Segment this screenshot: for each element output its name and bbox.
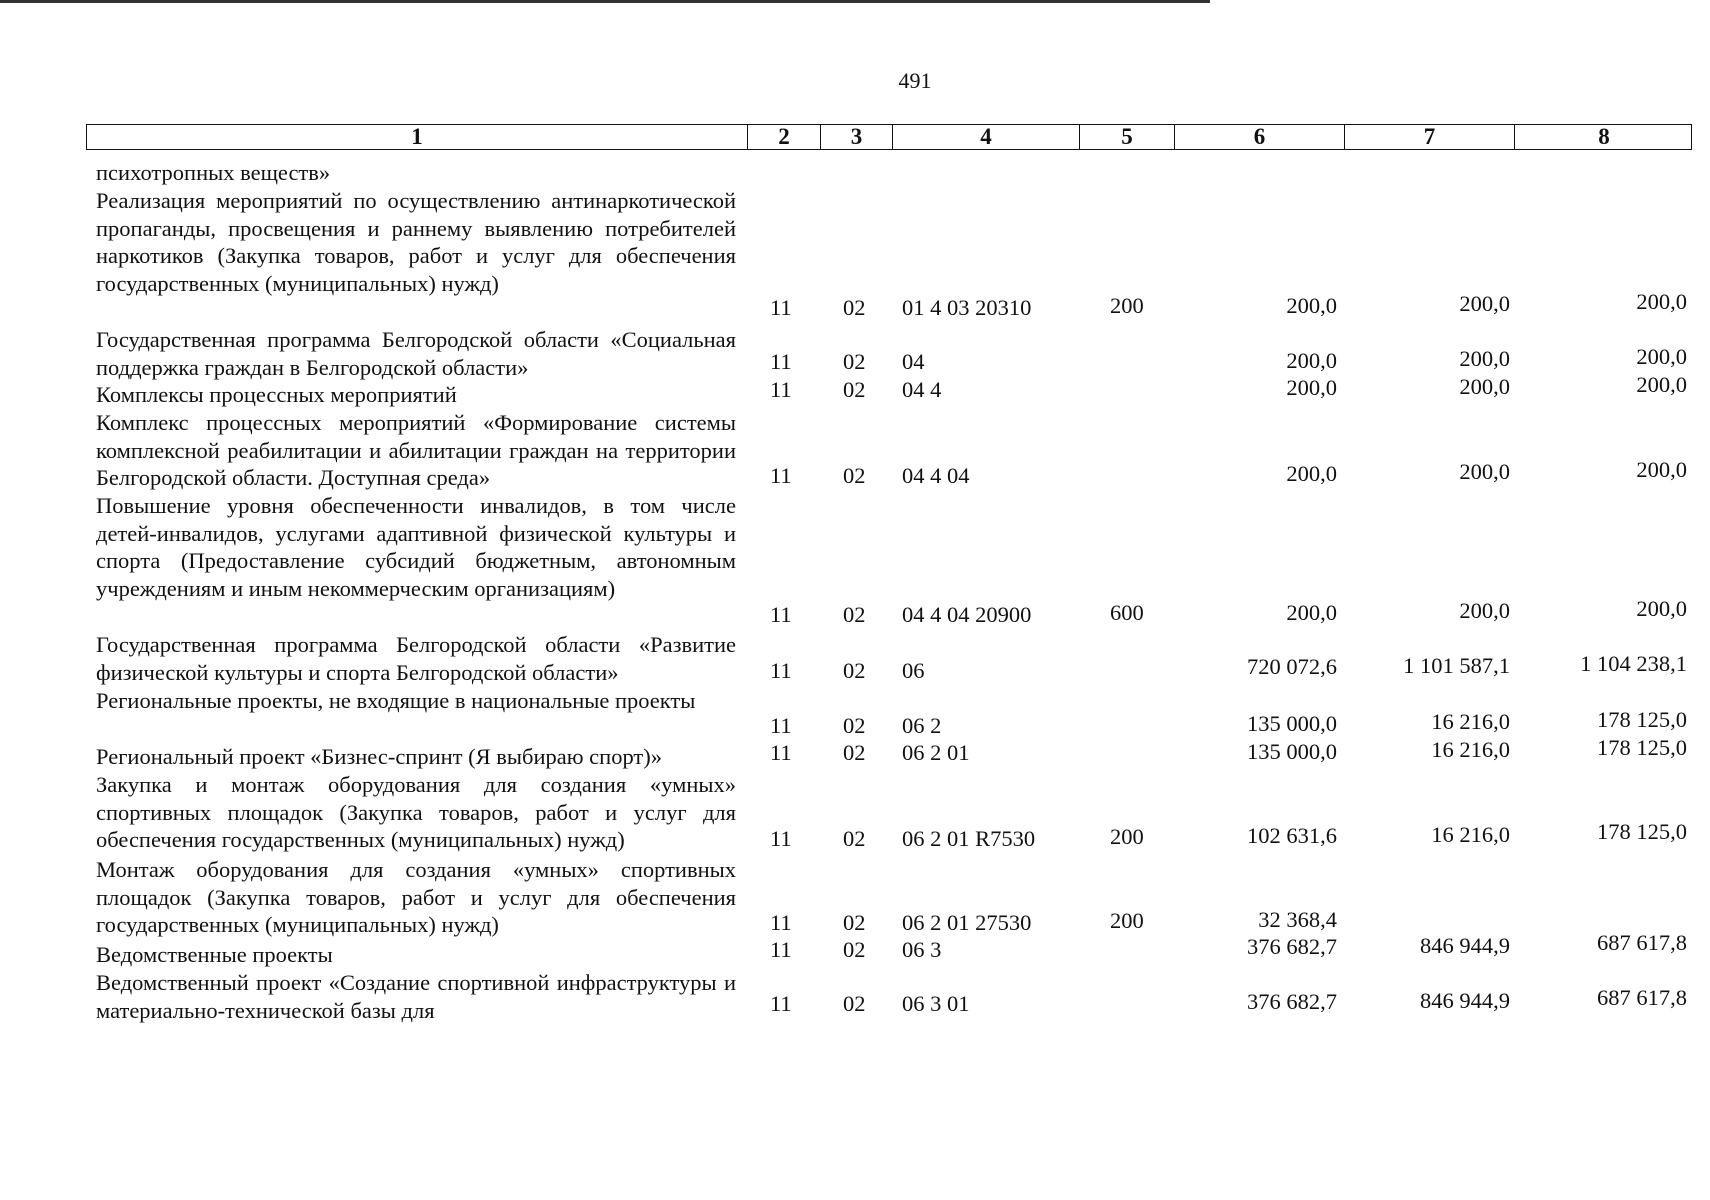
row-9-col-2: 11 [770, 826, 792, 851]
row-6-col-2: 11 [770, 658, 792, 683]
row-10-col-2: 11 [770, 910, 792, 935]
row-10-col-3: 02 [843, 910, 866, 935]
row-10-col-5: 200 [1110, 908, 1144, 933]
row-12-col-4: 06 3 01 [902, 991, 970, 1016]
row-6-col-7: 1 101 587,1 [1403, 653, 1510, 678]
row-7-col-6: 135 000,0 [1247, 711, 1337, 736]
row-11-col-6: 376 682,7 [1247, 934, 1337, 959]
row-2-col-8: 200,0 [1636, 344, 1687, 369]
row-8-col-7: 16 216,0 [1431, 737, 1510, 762]
row-8-col-2: 11 [770, 740, 792, 765]
row-7-col-4: 06 2 [902, 713, 942, 738]
row-10-col-6: 32 368,4 [1258, 907, 1337, 932]
row-8-col-8: 178 125,0 [1597, 735, 1687, 760]
row-5-col-6: 200,0 [1286, 600, 1337, 625]
row-1-col-3: 02 [843, 295, 866, 320]
row-7-name: Региональные проекты, не входящие в национальные проекты [96, 688, 696, 713]
header-col-3: 3 [820, 125, 892, 149]
row-12-col-2: 11 [770, 991, 792, 1016]
row-7-col-8: 178 125,0 [1597, 707, 1687, 732]
row-7-col-3: 02 [843, 713, 866, 738]
row-10-col-4: 06 2 01 27530 [902, 910, 1032, 935]
row-5-col-3: 02 [843, 602, 866, 627]
row-2-col-2: 11 [770, 349, 792, 374]
row-2-col-3: 02 [843, 349, 866, 374]
row-12-col-7: 846 944,9 [1420, 988, 1510, 1013]
row-6-col-8: 1 104 238,1 [1580, 651, 1687, 676]
row-1-col-8: 200,0 [1636, 289, 1687, 314]
row-8-col-6: 135 000,0 [1247, 739, 1337, 764]
row-6-name: Государственная программа Белгородской области «Развитие физической культуры и спорта Белгородской области» [96, 632, 736, 685]
row-6-col-3: 02 [843, 658, 866, 683]
row-5-col-7: 200,0 [1459, 598, 1510, 623]
row-3-col-7: 200,0 [1459, 374, 1510, 399]
row-3-col-2: 11 [770, 377, 792, 402]
row-6-col-4: 06 [902, 658, 925, 683]
row-7-col-7: 16 216,0 [1431, 709, 1510, 734]
row-2-col-6: 200,0 [1286, 348, 1337, 373]
row-2-col-4: 04 [902, 349, 925, 374]
row-11-col-3: 02 [843, 937, 866, 962]
row-6-col-6: 720 072,6 [1247, 654, 1337, 679]
row-8-name: Региональный проект «Бизнес-спринт (Я выбираю спорт)» [96, 744, 662, 769]
row-3-col-3: 02 [843, 377, 866, 402]
row-7-col-2: 11 [770, 713, 792, 738]
header-col-4: 4 [892, 125, 1079, 149]
row-9-col-5: 200 [1110, 824, 1144, 849]
row-9-name: Закупка и монтаж оборудования для создания «умных» спортивных площадок (Закупка товаров, работ и услуг для обеспечения государственных (муниципальных) нужд) [96, 772, 736, 853]
row-5-col-2: 11 [770, 602, 792, 627]
row-11-name: Ведомственные проекты [96, 942, 333, 967]
row-8-col-4: 06 2 01 [902, 740, 970, 765]
row-12-col-3: 02 [843, 991, 866, 1016]
row-3-col-6: 200,0 [1286, 375, 1337, 400]
row-9-col-4: 06 2 01 R7530 [902, 826, 1036, 851]
row-9-col-7: 16 216,0 [1431, 822, 1510, 847]
row-5-col-5: 600 [1110, 600, 1144, 625]
row-8-col-3: 02 [843, 740, 866, 765]
row-4-col-7: 200,0 [1459, 459, 1510, 484]
header-col-1: 1 [411, 124, 423, 149]
row-4-col-3: 02 [843, 463, 866, 488]
row-4-col-2: 11 [770, 463, 792, 488]
row-1-name: Реализация мероприятий по осуществлению антинаркотической пропаганды, просвещения и раннему выявлению потребителей наркотиков (Закупка товаров, работ и услуг для обеспечения государственных (муниципальных) нужд) [96, 188, 736, 296]
row-11-col-7: 846 944,9 [1420, 933, 1510, 958]
row-1-col-6: 200,0 [1286, 293, 1337, 318]
row-1-col-2: 11 [770, 295, 792, 320]
header-col-7: 7 [1344, 125, 1514, 149]
row-4-col-8: 200,0 [1636, 457, 1687, 482]
row-12-name: Ведомственный проект «Создание спортивной инфраструктуры и материально-технической базы для [96, 970, 736, 1023]
row-9-col-6: 102 631,6 [1247, 823, 1337, 848]
row-5-name: Повышение уровня обеспеченности инвалидов, в том числе детей-инвалидов, услугами адаптивной физической культуры и спорта (Предоставление субсидий бюджетным, автономным учреждениям и иным некоммерческим организациям) [96, 493, 736, 601]
header-col-2: 2 [747, 125, 820, 149]
row-12-col-6: 376 682,7 [1247, 989, 1337, 1014]
row-9-col-3: 02 [843, 826, 866, 851]
row-11-col-8: 687 617,8 [1597, 930, 1687, 955]
row-2-col-7: 200,0 [1459, 346, 1510, 371]
row-1-col-4: 01 4 03 20310 [902, 295, 1032, 320]
header-col-5: 5 [1079, 125, 1174, 149]
row-3-name: Комплексы процессных мероприятий [96, 382, 457, 407]
row-4-col-6: 200,0 [1286, 461, 1337, 486]
row-4-col-4: 04 4 04 [902, 463, 970, 488]
row-11-col-4: 06 3 [902, 937, 942, 962]
row-5-col-8: 200,0 [1636, 596, 1687, 621]
table-header [86, 124, 1692, 150]
row-4-name: Комплекс процессных мероприятий «Формирование системы комплексной реабилитации и абилитации граждан на территории Белгородской области. Доступная среда» [96, 410, 736, 491]
row-3-col-8: 200,0 [1636, 372, 1687, 397]
row-5-col-4: 04 4 04 20900 [902, 602, 1032, 627]
row-11-col-2: 11 [770, 937, 792, 962]
row-0-name: психотропных веществ» [96, 160, 331, 185]
header-col-6: 6 [1174, 125, 1344, 149]
page-number: 491 [898, 68, 932, 93]
header-col-8: 8 [1514, 125, 1693, 149]
row-1-col-5: 200 [1110, 293, 1144, 318]
row-10-name: Монтаж оборудования для создания «умных» спортивных площадок (Закупка товаров, работ и услуг для обеспечения государственных (муниципальных) нужд) [96, 857, 736, 938]
row-3-col-4: 04 4 [902, 377, 942, 402]
scan-edge-line [0, 0, 1210, 3]
row-1-col-7: 200,0 [1459, 291, 1510, 316]
row-12-col-8: 687 617,8 [1597, 985, 1687, 1010]
row-2-name: Государственная программа Белгородской области «Социальная поддержка граждан в Белгородской области» [96, 327, 736, 380]
row-9-col-8: 178 125,0 [1597, 819, 1687, 844]
